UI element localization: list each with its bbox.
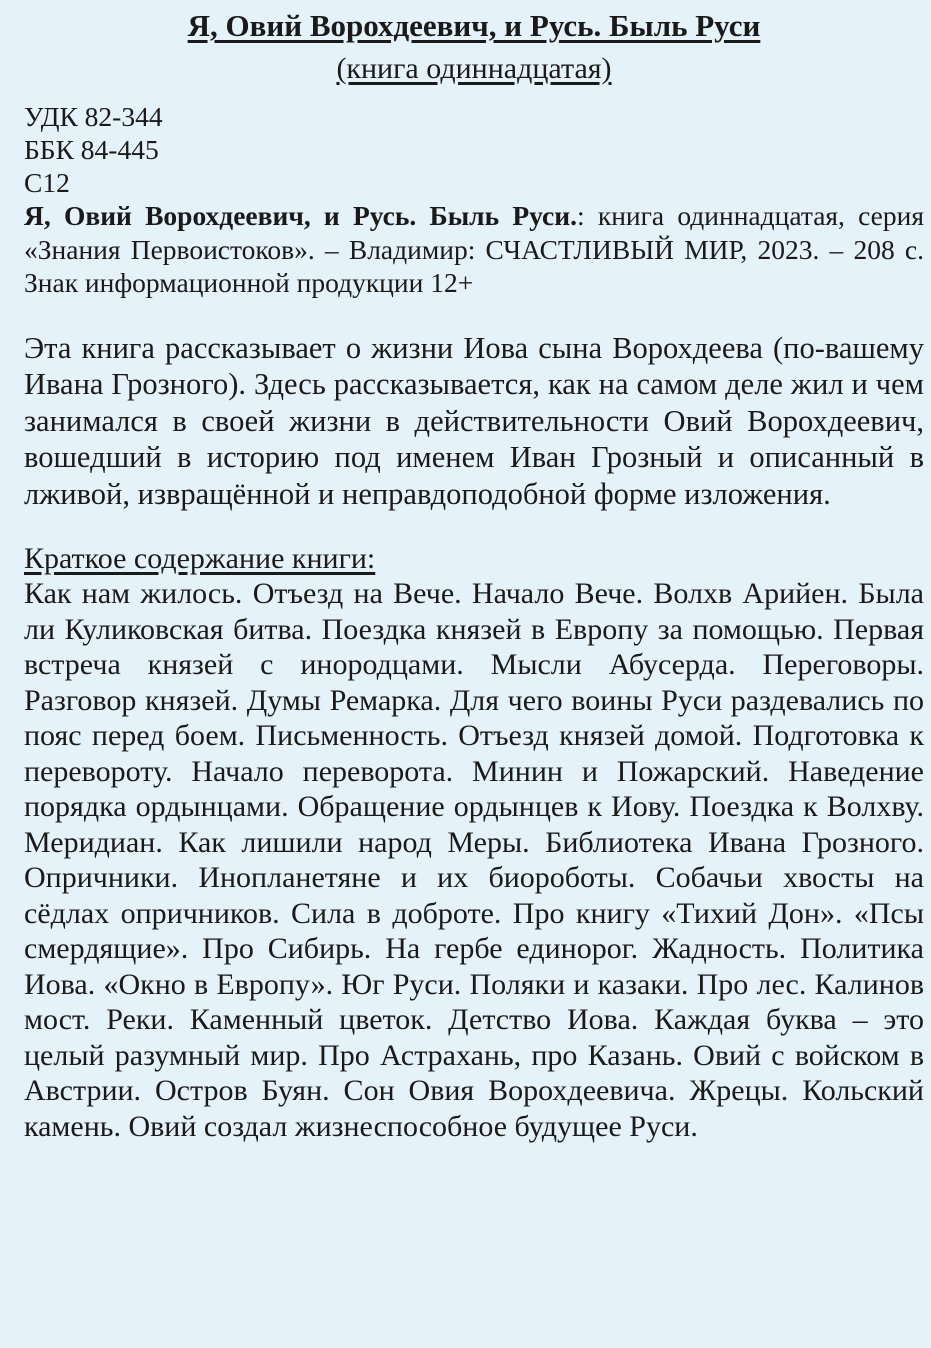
bibliographic-details: : книга одиннадцатая, серия «Знания Первоистоков». – Владимир: СЧАСТЛИВЫЙ МИР, 2023. – 208 с. Знак информационной продукции 12+ [24,200,924,298]
contents-text: Как нам жилось. Отъезд на Вече. Начало Вече. Волхв Арийен. Была ли Куликовская битва. Поездка князей в Европу за помощью. Первая встреча князей с инородцами. Мысли Абусерда. Переговоры. Разговор князей. Думы Ремарка. Для чего воины Руси раздевались по пояс перед боем. Письменность. Отъезд князей домой. Подготовка к перевороту. Начало переворота. Минин и Пожарский. Наведение порядка ордынцами. Обращение ордынцев к Иову. Поездка к Волхву. Меридиан. Как лишили народ Меры. Библиотека Ивана Грозного. Опричники. Инопланетяне и их биороботы. Собачьи хвосты на сёдлах опричников. Сила в доброте. Про книгу «Тихий Дон». «Псы смердящие». Про Сибирь. На гербе единорог. Жадность. Политика Иова. «Окно в Европу». Юг Руси. Поляки и казаки. Про лес. Калинов мост. Реки. Каменный цветок. Детство Иова. Каждая буква – это целый разумный мир. Про Астрахань, про Казань. Овий с войском в Австрии. Остров Буян. Сон Овия Ворохдеевича. Жрецы. Кольский камень. Овий создал жизнеспособное будущее Руси. [24,577,924,1143]
bibliographic-title: Я, Овий Ворохдеевич, и Русь. Быль Руси. [24,200,577,231]
author-mark: С12 [24,167,70,198]
bibliographic-record [24,199,924,300]
description-paragraph: Эта книга рассказывает о жизни Иова сына Ворохдеева (по-вашему Ивана Грозного). Здесь рассказывается, как на самом деле жил и чем занимался в своей жизни в действительности Овий Ворохдеевич, вошедший в историю под именем Иван Грозный и описанный в лживой, извращённой и неправдоподобной форме изложения. [24,330,924,511]
document-body [24,0,924,1144]
book-subtitle: (книга одиннадцатая) [336,52,612,85]
classification-codes [24,100,924,199]
bbk-code: ББК 84-445 [24,134,159,165]
contents-heading: Краткое содержание книги: [24,542,376,575]
udk-code: УДК 82-344 [24,101,163,132]
book-title: Я, Овий Ворохдеевич, и Русь. Быль Руси [187,8,761,43]
